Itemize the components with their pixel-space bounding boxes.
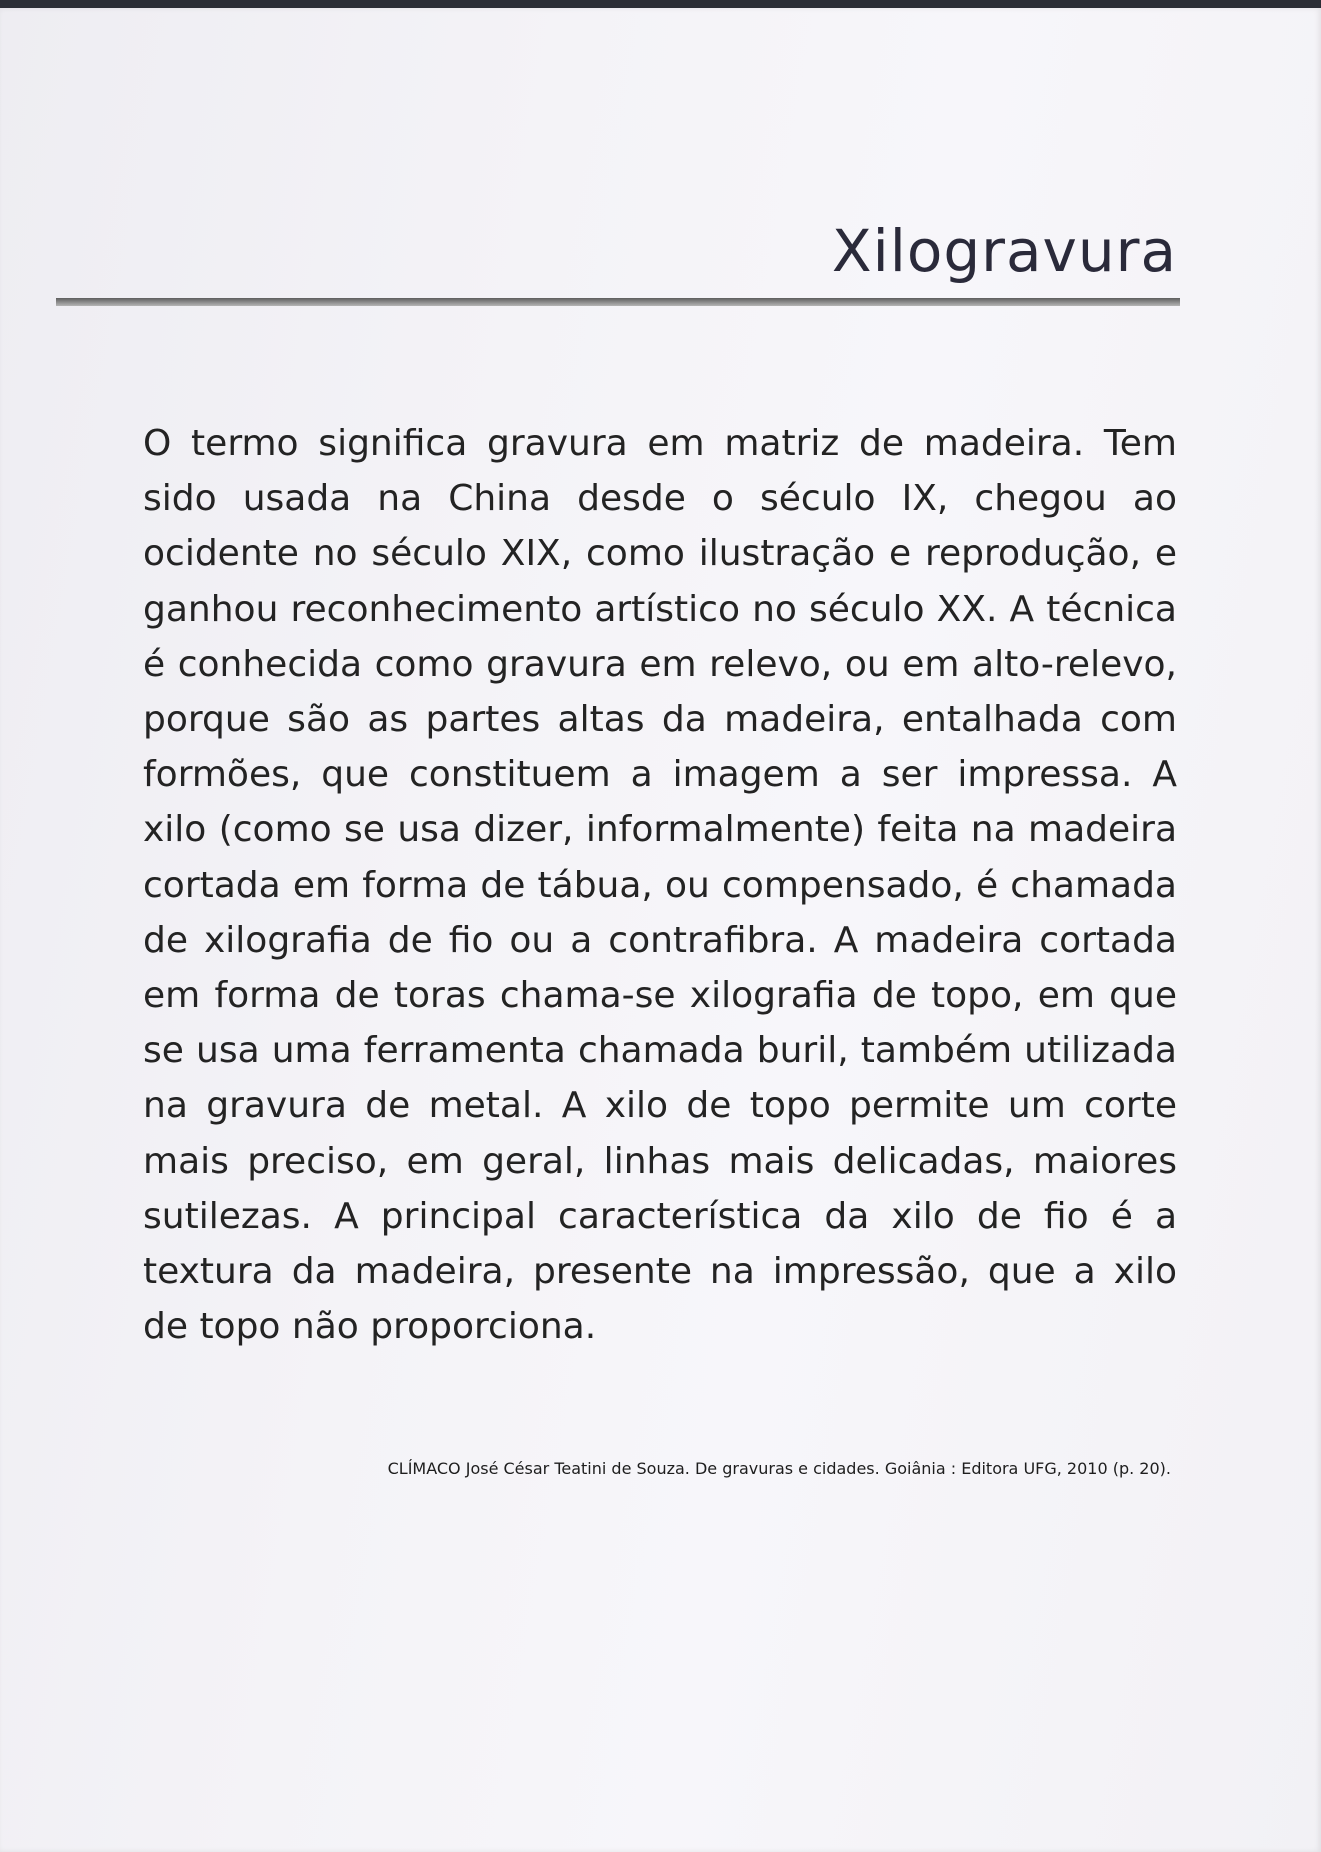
page-title: Xilogravura [831,217,1177,285]
title-underline-rule [56,298,1180,306]
paper-sheet [0,8,1321,1852]
body-paragraph: O termo significa gravura em matriz de madeira. Tem sido usada na China desde o século IX, chegou ao ocidente no século XIX, como ilustração e reprodução, e ganhou reconhecimento artístico no século XX. A técnica é conhecida como gravura em relevo, ou em alto-relevo, porque são as partes altas da madeira, entalhada com formões, que constituem a imagem a ser impressa. A xilo (como se usa dizer, informalmente) feita na madeira cortada em forma de tábua, ou compensado, é chamada de xilografia de fio ou a contrafibra. A madeira cortada em forma de toras chama-se xilografia de topo, em que se usa uma ferramenta chamada buril, também utilizada na gravura de metal. A xilo de topo permite um corte mais preciso, em geral, linhas mais delicadas, maiores sutilezas. A principal característica da xilo de fio é a textura da madeira, presente na impressão, que a xilo de topo não proporciona. [143,423,1177,1348]
citation: CLÍMACO José César Teatini de Souza. De gravuras e cidades. Goiânia : Editora UFG, 2010 (p. 20). [387,1459,1171,1478]
